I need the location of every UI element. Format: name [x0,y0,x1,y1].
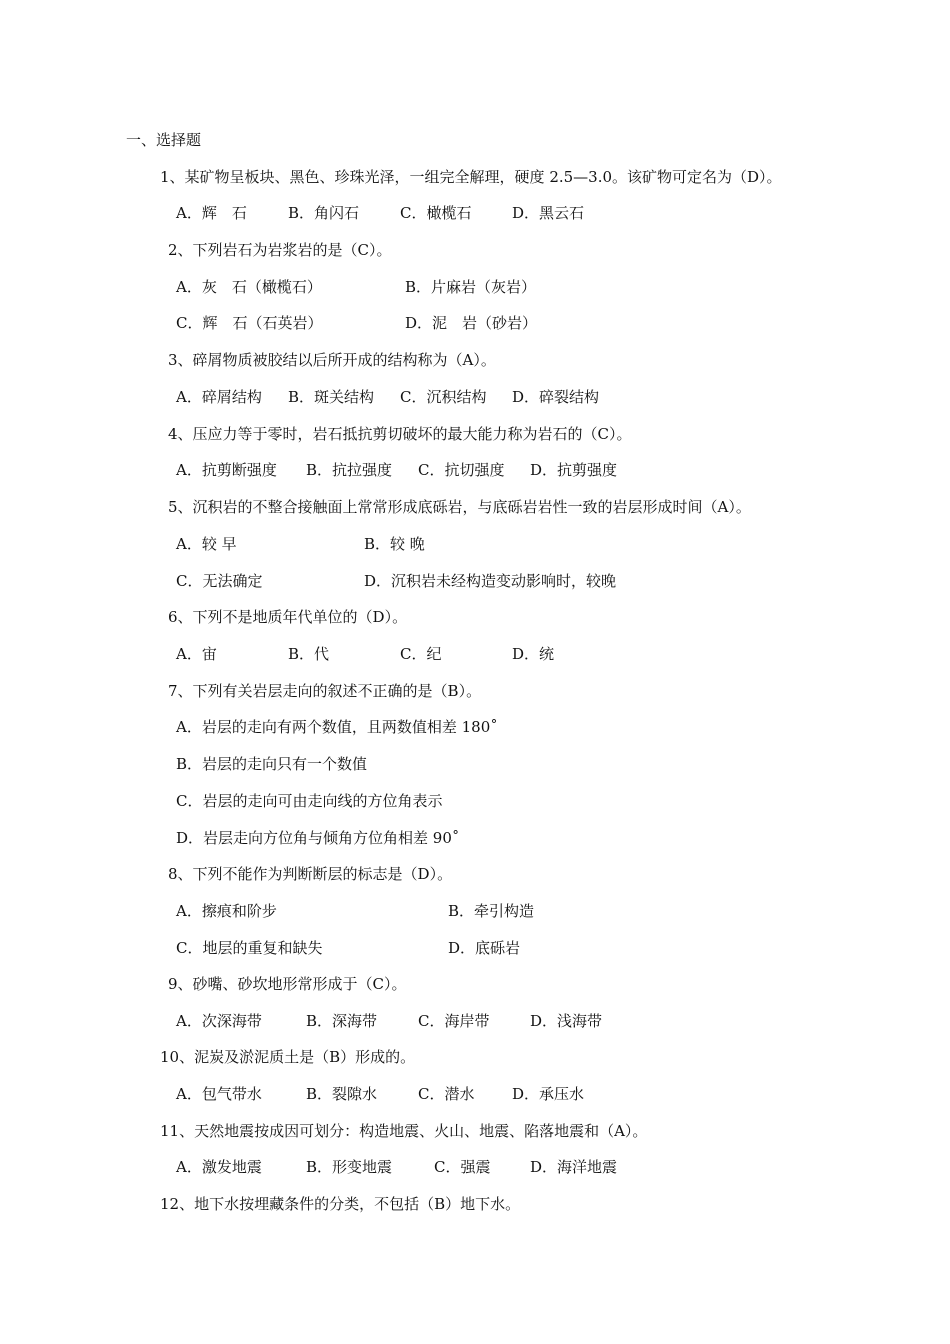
question-3-option-d: D．碎裂结构 [512,388,600,406]
question-11-option-b: B．形变地震 [306,1158,393,1176]
question-3-option-c: C．沉积结构 [400,388,487,406]
question-2-option-c: C．辉 石（石英岩） [176,314,323,332]
question-9-option-a: A．次深海带 [176,1012,262,1030]
question-9-option-d: D．浅海带 [530,1012,603,1030]
question-6-option-b: B．代 [288,645,330,663]
question-7-option-c: C．岩层的走向可由走向线的方位角表示 [176,792,443,810]
question-6-stem: 6、下列不是地质年代单位的（D）。 [168,608,408,626]
question-1-option-b: B．角闪石 [288,204,360,222]
section-title: 一、选择题 [126,131,202,149]
question-2-option-a: A．灰 石（橄榄石） [176,278,322,296]
question-3-option-a: A．碎屑结构 [176,388,262,406]
question-8-option-c: C．地层的重复和缺失 [176,939,323,957]
question-1-option-a: A．辉 石 [176,204,247,222]
question-8-stem: 8、下列不能作为判断断层的标志是（D）。 [168,865,453,883]
question-11-option-a: A．激发地震 [176,1158,262,1176]
question-6-option-d: D．统 [512,645,555,663]
question-3-option-b: B．斑关结构 [288,388,375,406]
question-4-stem: 4、压应力等于零时，岩石抵抗剪切破坏的最大能力称为岩石的（C）。 [168,425,632,443]
question-8-option-a: A．擦痕和阶步 [176,902,277,920]
question-5-option-a: A．较 早 [176,535,237,553]
question-8-option-b: B．牵引构造 [448,902,535,920]
question-11-option-d: D．海洋地震 [530,1158,618,1176]
question-2-option-d: D．泥 岩（砂岩） [405,314,538,332]
question-5-option-b: B．较 晚 [364,535,425,553]
question-6-option-c: C．纪 [400,645,442,663]
question-9-option-b: B．深海带 [306,1012,378,1030]
question-4-option-b: B．抗拉强度 [306,461,393,479]
question-1-option-d: D．黑云石 [512,204,585,222]
question-10-option-b: B．裂隙水 [306,1085,378,1103]
question-5-stem: 5、沉积岩的不整合接触面上常常形成底砾岩，与底砾岩岩性一致的岩层形成时间（A）。 [168,498,751,516]
question-10-option-a: A．包气带水 [176,1085,262,1103]
question-5-option-d: D．沉积岩未经构造变动影响时，较晚 [364,572,617,590]
question-9-stem: 9、砂嘴、砂坎地形常形成于（C）。 [168,975,407,993]
question-8-option-d: D．底砾岩 [448,939,521,957]
question-4-option-c: C．抗切强度 [418,461,505,479]
question-4-option-a: A．抗剪断强度 [176,461,277,479]
question-11-option-c: C．强震 [434,1158,491,1176]
question-6-option-a: A．宙 [176,645,217,663]
question-7-stem: 7、下列有关岩层走向的叙述不正确的是（B）。 [168,682,482,700]
question-9-option-c: C．海岸带 [418,1012,490,1030]
question-11-stem: 11、天然地震按成因可划分：构造地震、火山、地震、陷落地震和（A）。 [160,1122,648,1140]
question-2-stem: 2、下列岩石为岩浆岩的是（C）。 [168,241,392,259]
question-4-option-d: D．抗剪强度 [530,461,618,479]
question-10-option-c: C．潜水 [418,1085,475,1103]
question-1-stem: 1、某矿物呈板块、黑色、珍珠光泽，一组完全解理，硬度 2.5—3.0。该矿物可定名为（D）。 [160,168,782,186]
question-3-stem: 3、碎屑物质被胶结以后所开成的结构称为（A）。 [168,351,496,369]
question-7-option-a: A．岩层的走向有两个数值，且两数值相差 180˚ [176,718,498,736]
question-7-option-d: D．岩层走向方位角与倾角方位角相差 90˚ [176,829,460,847]
question-1-option-c: C．橄榄石 [400,204,472,222]
question-12-stem: 12、地下水按埋藏条件的分类，不包括（B）地下水。 [160,1195,521,1213]
question-10-stem: 10、泥炭及淤泥质土是（B）形成的。 [160,1048,416,1066]
question-7-option-b: B．岩层的走向只有一个数值 [176,755,368,773]
question-2-option-b: B．片麻岩（灰岩） [405,278,537,296]
question-5-option-c: C．无法确定 [176,572,263,590]
question-10-option-d: D．承压水 [512,1085,585,1103]
